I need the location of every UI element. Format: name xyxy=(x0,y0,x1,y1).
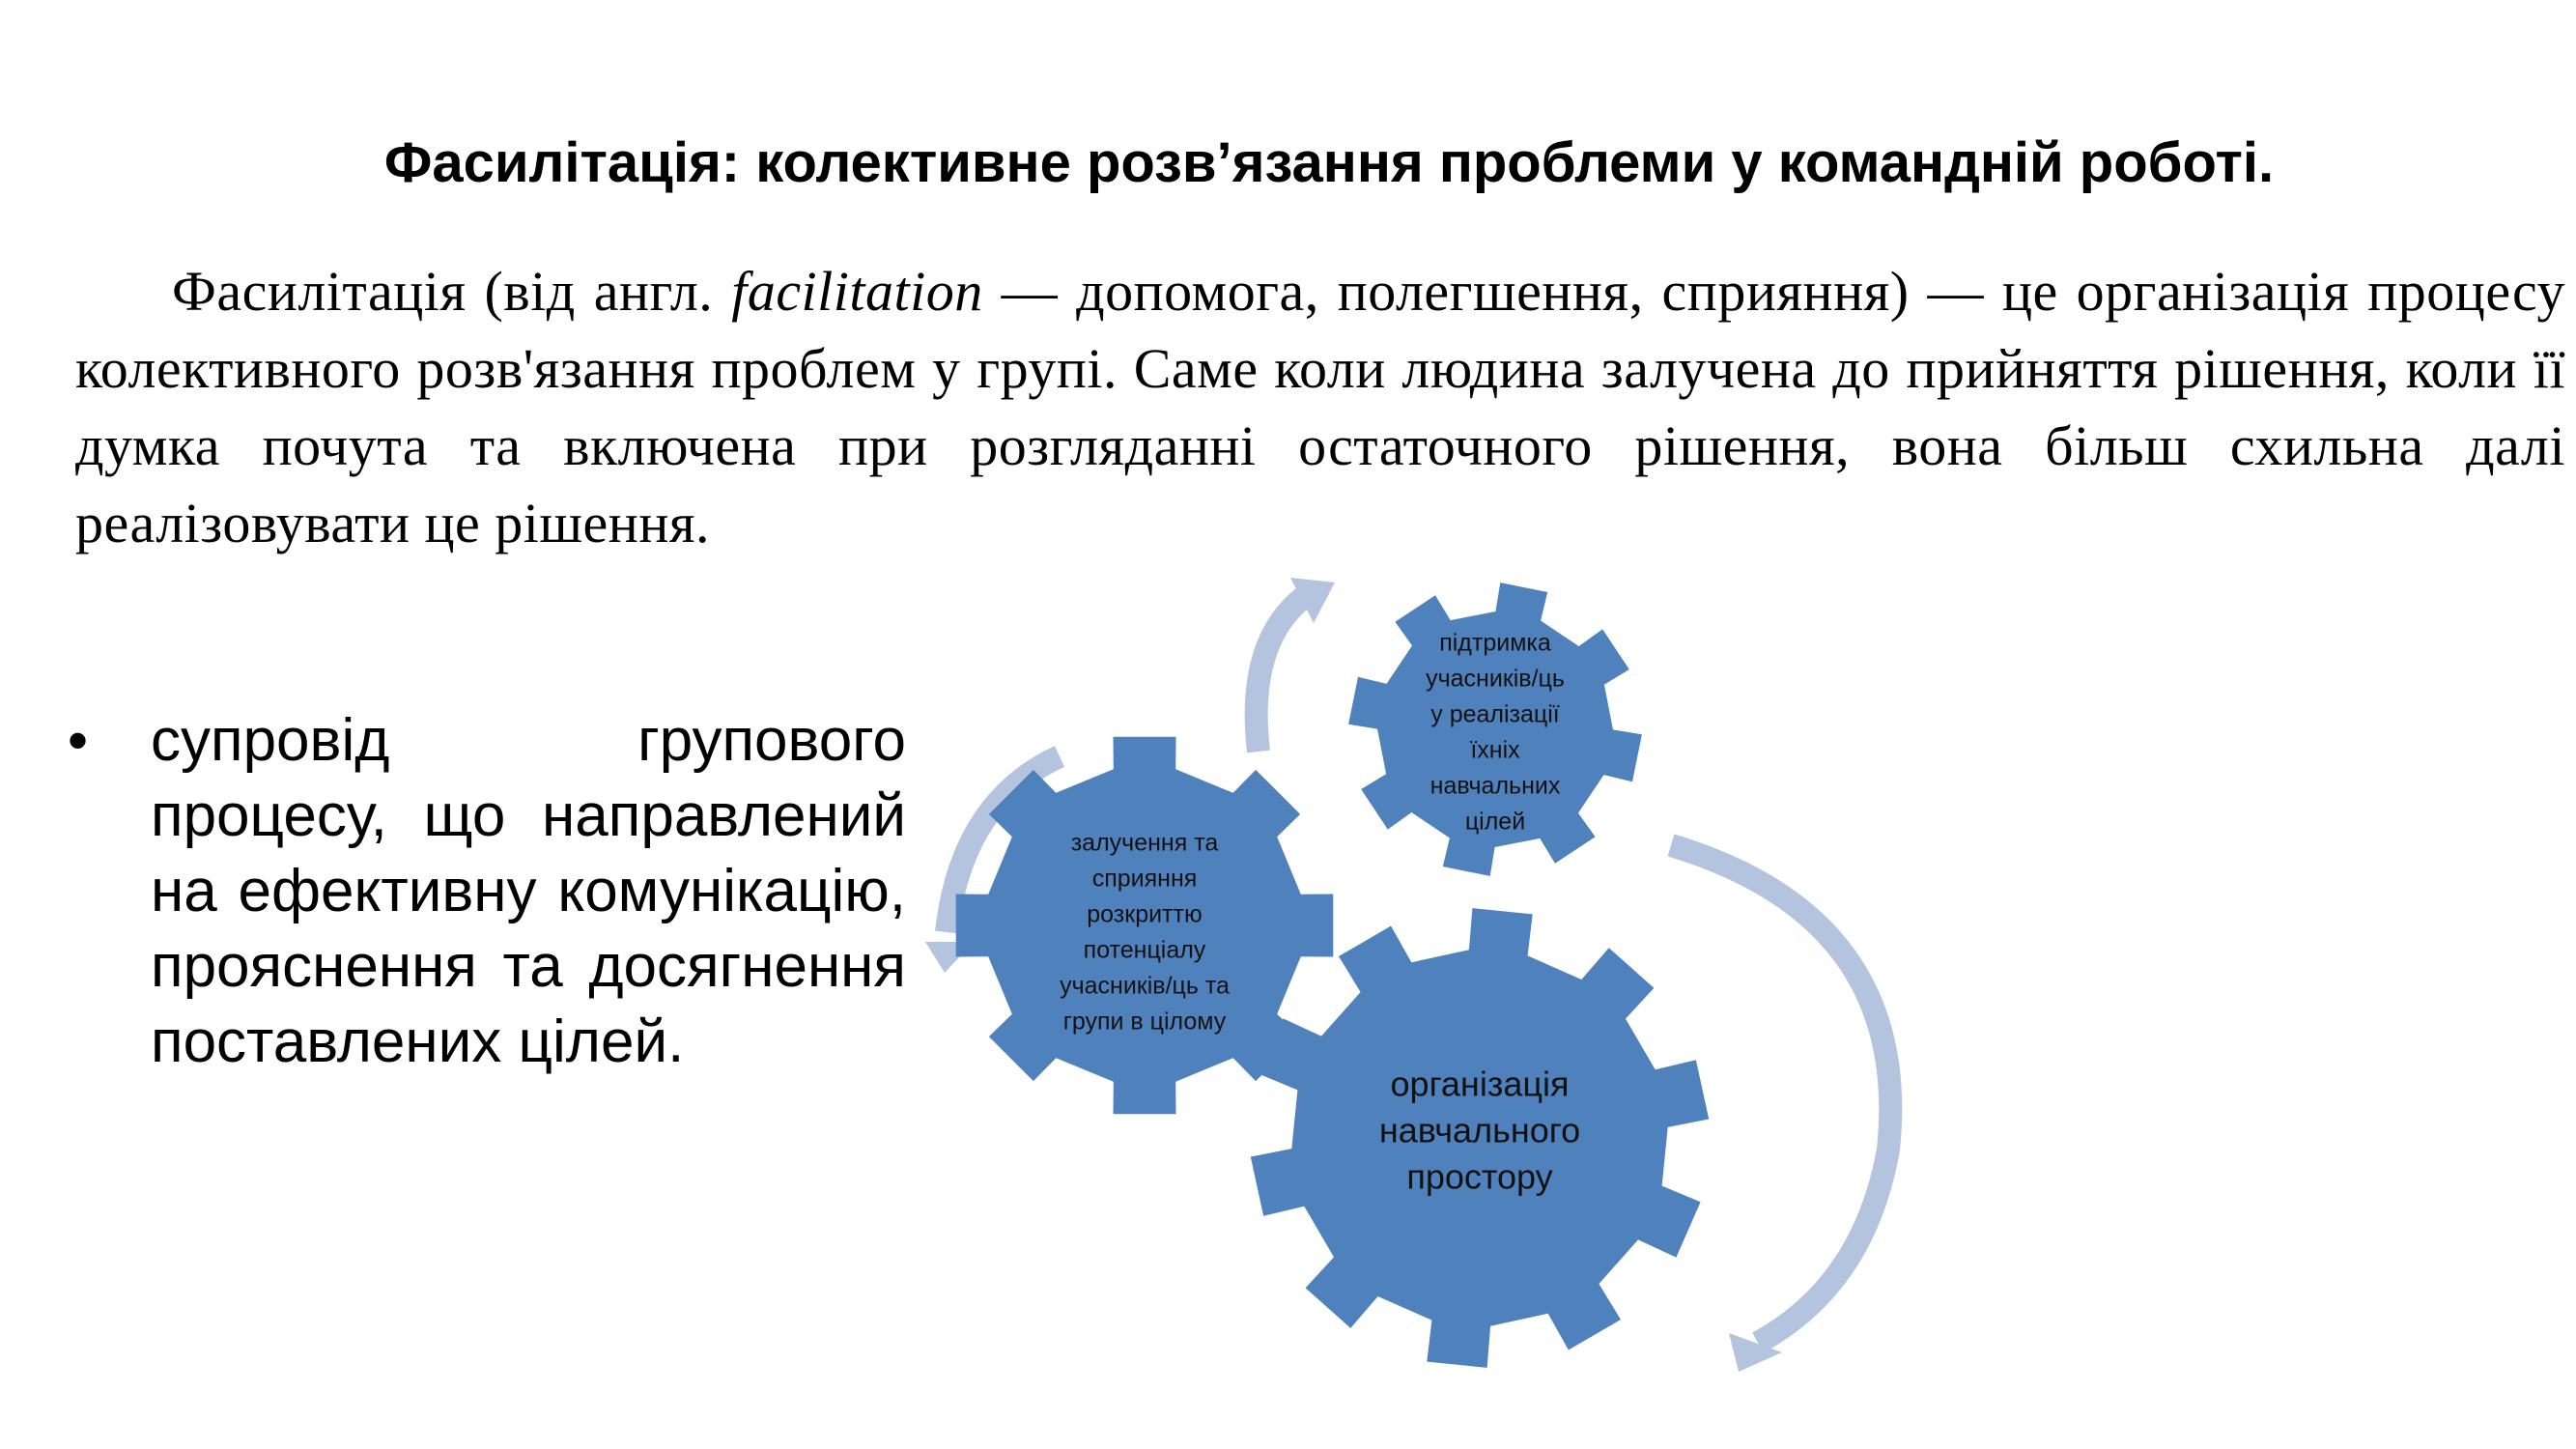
gear-label-line: у реалізації xyxy=(1430,700,1560,728)
gear-label-line: залучення та xyxy=(1070,829,1219,857)
gear-label-line: сприяння xyxy=(1091,865,1198,893)
gear-label-line: організація xyxy=(1390,1064,1570,1104)
gear-label-line: цілей xyxy=(1464,808,1526,836)
gear-label-line: групи в цілому xyxy=(1062,1008,1227,1036)
gear-label-line: учасників/ць та xyxy=(1060,972,1230,1000)
gear-label-large xyxy=(1379,1064,1580,1196)
intro-term-english: facilitation xyxy=(731,260,983,323)
bullet-item: супровід групового процесу, що направлений на ефективну комунікацію, прояснення та досягнення поставлених цілей. xyxy=(151,707,906,1075)
intro-rest: — допомога, полегшення, сприяння) — це організація процесу колективного розв'язання проблем у групі. Саме коли людина залучена до прийняття рішення, коли її думка почута та включена при розгляданні остаточного рішення, вона більш схильна далі реалізовувати це рішення. xyxy=(75,260,2565,554)
gear-label-line: потенціалу xyxy=(1083,936,1206,964)
bullet-marker: • xyxy=(68,708,89,773)
intro-term: Фасилітація (від англ. xyxy=(172,260,732,323)
gear-label-line: підтримка xyxy=(1439,629,1551,657)
gear-label-line: простору xyxy=(1406,1156,1553,1197)
cycle-arrow-top xyxy=(1257,578,1335,752)
gear-label-line: учасників/ць xyxy=(1426,665,1565,693)
slide-title: Фасилітація: колективне розв’язання проблеми у командній роботі. xyxy=(383,131,2275,194)
gear-label-line: розкриттю xyxy=(1087,900,1203,928)
gear-label-line: їхніх xyxy=(1470,736,1520,764)
gear-label-line: навчального xyxy=(1378,1110,1581,1151)
gear-label-line: навчальних xyxy=(1430,772,1561,800)
